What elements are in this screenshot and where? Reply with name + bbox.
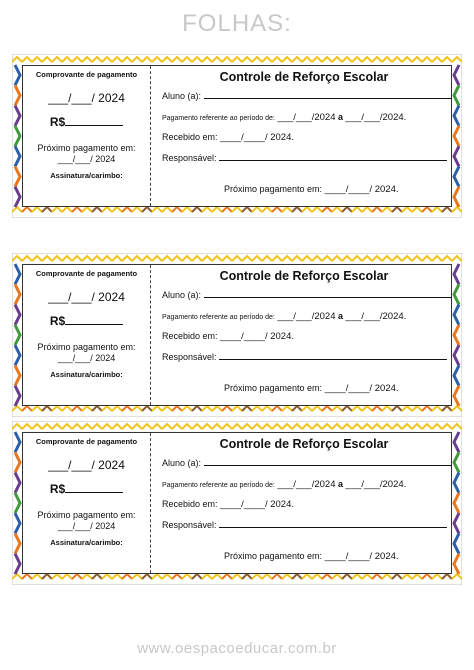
- received-date: ____/____/ 2024.: [220, 499, 295, 510]
- stub-next-date: ___/___/ 2024: [57, 154, 116, 164]
- period-from: ___/___/2024: [277, 311, 336, 322]
- receipt-main: [158, 265, 450, 405]
- next-payment-label: Próximo pagamento em:: [224, 383, 323, 393]
- student-row: [162, 289, 452, 300]
- received-label: Recebido em:: [162, 132, 218, 142]
- receipt-ticket: [12, 253, 462, 417]
- stub-amount: [23, 314, 150, 328]
- receipt-title: Controle de Reforço Escolar: [219, 70, 389, 84]
- received-label: Recebido em:: [162, 331, 218, 341]
- stub-title: Comprovante de pagamento: [35, 269, 138, 278]
- stub-next-label: Próximo pagamento em:: [37, 510, 136, 520]
- period-to: ___/___/2024.: [345, 112, 407, 123]
- student-label: Aluno (a):: [162, 458, 202, 468]
- student-label: Aluno (a):: [162, 290, 202, 300]
- stub-date: ___/___/ 2024: [48, 458, 125, 472]
- period-to: ___/___/2024.: [345, 479, 407, 490]
- responsible-row: [162, 519, 447, 530]
- next-payment-date: ____/____/ 2024.: [324, 551, 399, 562]
- responsible-label: Responsável:: [162, 520, 217, 530]
- amount-label: R$: [49, 482, 66, 496]
- stub-title: Comprovante de pagamento: [35, 70, 138, 79]
- period-row: [162, 112, 406, 123]
- footer-url: www.oespacoeducar.com.br: [137, 640, 337, 657]
- period-to: ___/___/2024.: [345, 311, 407, 322]
- payment-stub: [23, 265, 151, 405]
- period-label: Pagamento referente ao período de:: [162, 314, 275, 321]
- next-payment-row: [224, 383, 399, 394]
- period-and: a: [338, 112, 344, 122]
- receipt-ticket: [12, 421, 462, 585]
- next-payment-label: Próximo pagamento em:: [224, 551, 323, 561]
- period-row: [162, 479, 406, 490]
- next-payment-date: ____/____/ 2024.: [324, 184, 399, 195]
- period-label: Pagamento referente ao período de:: [162, 482, 275, 489]
- student-row: [162, 90, 452, 101]
- received-row: [162, 331, 294, 342]
- stub-signature-label: Assinatura/carimbo:: [50, 370, 123, 379]
- receipt-ticket: [12, 54, 462, 218]
- received-date: ____/____/ 2024.: [220, 132, 295, 143]
- amount-label: R$: [49, 115, 66, 129]
- payment-stub: [23, 66, 151, 206]
- stub-next-payment: [23, 143, 150, 165]
- received-row: [162, 132, 294, 143]
- next-payment-label: Próximo pagamento em:: [224, 184, 323, 194]
- period-from: ___/___/2024: [277, 112, 336, 123]
- responsible-row: [162, 351, 447, 362]
- student-label: Aluno (a):: [162, 91, 202, 101]
- stub-title: Comprovante de pagamento: [35, 437, 138, 446]
- responsible-label: Responsável:: [162, 352, 217, 362]
- ticket-body: [22, 264, 452, 406]
- stub-next-date: ___/___/ 2024: [57, 353, 116, 363]
- receipt-main: [158, 66, 450, 206]
- received-label: Recebido em:: [162, 499, 218, 509]
- period-and: a: [338, 479, 344, 489]
- stub-next-payment: [23, 510, 150, 532]
- stub-signature-label: Assinatura/carimbo:: [50, 538, 123, 547]
- received-date: ____/____/ 2024.: [220, 331, 295, 342]
- receipt-title: Controle de Reforço Escolar: [219, 437, 389, 451]
- period-from: ___/___/2024: [277, 479, 336, 490]
- period-label: Pagamento referente ao período de:: [162, 115, 275, 122]
- period-row: [162, 311, 406, 322]
- ticket-body: [22, 65, 452, 207]
- responsible-row: [162, 152, 447, 163]
- receipt-main: [158, 433, 450, 573]
- next-payment-row: [224, 184, 399, 195]
- amount-label: R$: [49, 314, 66, 328]
- stub-next-label: Próximo pagamento em:: [37, 342, 136, 352]
- stub-next-payment: [23, 342, 150, 364]
- stub-next-date: ___/___/ 2024: [57, 521, 116, 531]
- responsible-label: Responsável:: [162, 153, 217, 163]
- next-payment-row: [224, 551, 399, 562]
- page-title: FOLHAS:: [182, 10, 292, 37]
- stub-signature-label: Assinatura/carimbo:: [50, 171, 123, 180]
- next-payment-date: ____/____/ 2024.: [324, 383, 399, 394]
- stub-next-label: Próximo pagamento em:: [37, 143, 136, 153]
- receipt-title: Controle de Reforço Escolar: [219, 269, 389, 283]
- ticket-body: [22, 432, 452, 574]
- period-and: a: [338, 311, 344, 321]
- stub-amount: [23, 115, 150, 129]
- stub-date: ___/___/ 2024: [48, 290, 125, 304]
- payment-stub: [23, 433, 151, 573]
- received-row: [162, 499, 294, 510]
- stub-amount: [23, 482, 150, 496]
- stub-date: ___/___/ 2024: [48, 91, 125, 105]
- student-row: [162, 457, 452, 468]
